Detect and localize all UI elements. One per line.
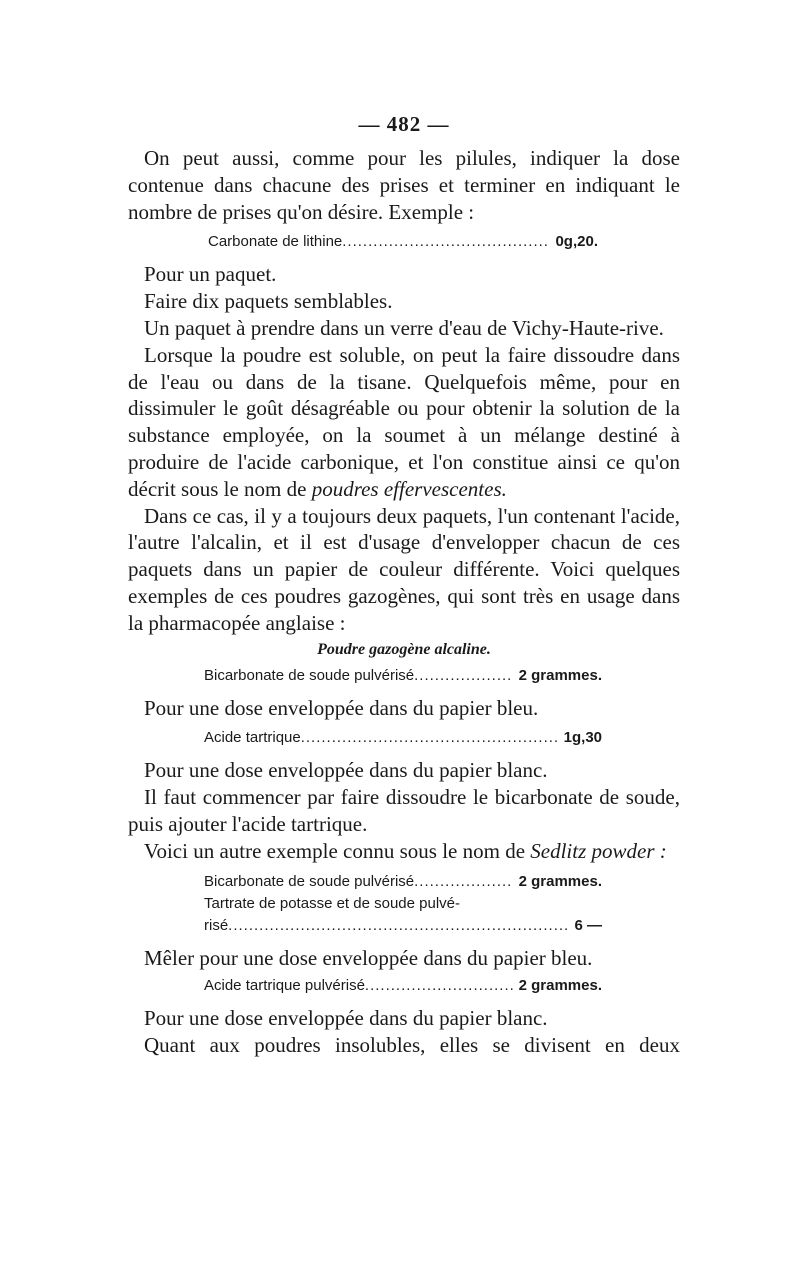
paragraph-insolubles: Quant aux poudres insolubles, elles se divisent en deux (144, 1033, 680, 1058)
line-meler-papier-bleu: Mêler pour une dose enveloppée dans du papier bleu. (144, 945, 593, 970)
formula-sedlitz-tartrate-qty: 6 — (574, 916, 602, 934)
leader-dots (228, 915, 568, 937)
paragraph-vichy: Un paquet à prendre dans un verre d'eau de Vichy-Haute-rive. (144, 315, 664, 340)
formula-title-alcaline: Poudre gazogène alcaline. (317, 640, 491, 658)
term-poudres-effervescentes: poudres effervescentes. (311, 476, 507, 501)
formula-acide-tartrique-pulverise-name: Acide tartrique pulvérisé (204, 977, 365, 995)
line-faire-dix-paquets: Faire dix paquets semblables. (144, 289, 393, 314)
formula-sedlitz-rise: risé (204, 916, 229, 934)
formula-acide-tartrique-name: Acide tartrique (204, 729, 301, 747)
formula-bicarbonate-qty: 2 grammes. (518, 666, 602, 684)
paragraph-sedlitz (128, 838, 680, 865)
line-papier-bleu-1: Pour une dose enveloppée dans du papier bleu. (144, 695, 539, 720)
formula-acide-tartrique-qty: 1g,30 (563, 729, 602, 747)
formula-bicarbonate-name: Bicarbonate de soude pulvérisé (204, 666, 415, 684)
formula-lithine-qty: 0g,20. (555, 233, 598, 251)
term-sedlitz-powder: Sedlitz powder : (530, 838, 667, 863)
paragraph-dissoudre: Il faut commencer par faire dissoudre le bicarbonate de soude, puis ajouter l'acide tartrique. (128, 785, 680, 836)
formula-sedlitz-row-2 (204, 893, 504, 915)
paragraph-soluble (128, 342, 680, 503)
paragraph-sedlitz-text: Voici un autre exemple connu sous le nom de (144, 838, 531, 863)
page-number: — 482 — (358, 112, 450, 136)
paragraph-deux-paquets: Dans ce cas, il y a toujours deux paquets, l'un contenant l'acide, l'autre l'alcalin, et il est d'usage d'envelopper chacun de ces paquets dans un papier de couleur différente. Voici quelques exemples de ces poudres gazogènes, qui sont très en usage dans la pharmacopée anglaise : (128, 503, 680, 635)
paragraph-dose-intro: On peut aussi, comme pour les pilules, indiquer la dose contenue dans chacune des prises et terminer en indiquant le nombre de prises qu'on désire. Exemple : (128, 146, 680, 224)
formula-acide-tartrique (204, 727, 602, 749)
formula-sedlitz-tartrate: Tartrate de potasse et de soude pulvé- (204, 894, 460, 912)
line-pour-un-paquet: Pour un paquet. (144, 262, 277, 287)
paragraph-soluble-text: Lorsque la poudre est soluble, on peut la faire dissoudre dans de l'eau ou dans de la tisane. Quelquefois même, pour en dissimuler le goût désagréable ou pour obtenir la solution de la substance employée, on la soumet à un mélange destiné à produire de l'acide carbonique, et l'on constitue ainsi ce qu'on décrit sous le nom de (128, 342, 680, 501)
leader-dots (414, 871, 512, 893)
formula-lithine (208, 231, 598, 253)
formula-bicarbonate (204, 665, 602, 687)
formula-sedlitz-bicarbonate-qty: 2 grammes. (518, 872, 602, 890)
line-papier-blanc-2: Pour une dose enveloppée dans du papier blanc. (144, 1006, 548, 1031)
leader-dots (342, 231, 549, 253)
leader-dots (301, 727, 558, 749)
formula-acide-tartrique-pulverise (204, 975, 602, 997)
leader-dots (414, 665, 512, 687)
line-papier-blanc-1: Pour une dose enveloppée dans du papier blanc. (144, 758, 548, 783)
book-page (128, 112, 680, 1059)
formula-lithine-name: Carbonate de lithine (208, 233, 343, 251)
formula-sedlitz-row-1 (204, 871, 602, 893)
leader-dots (365, 975, 513, 997)
formula-acide-tartrique-pulverise-qty: 2 grammes. (518, 977, 602, 995)
formula-sedlitz-bicarbonate: Bicarbonate de soude pulvérisé (204, 872, 415, 890)
formula-sedlitz-row-3 (204, 915, 602, 937)
